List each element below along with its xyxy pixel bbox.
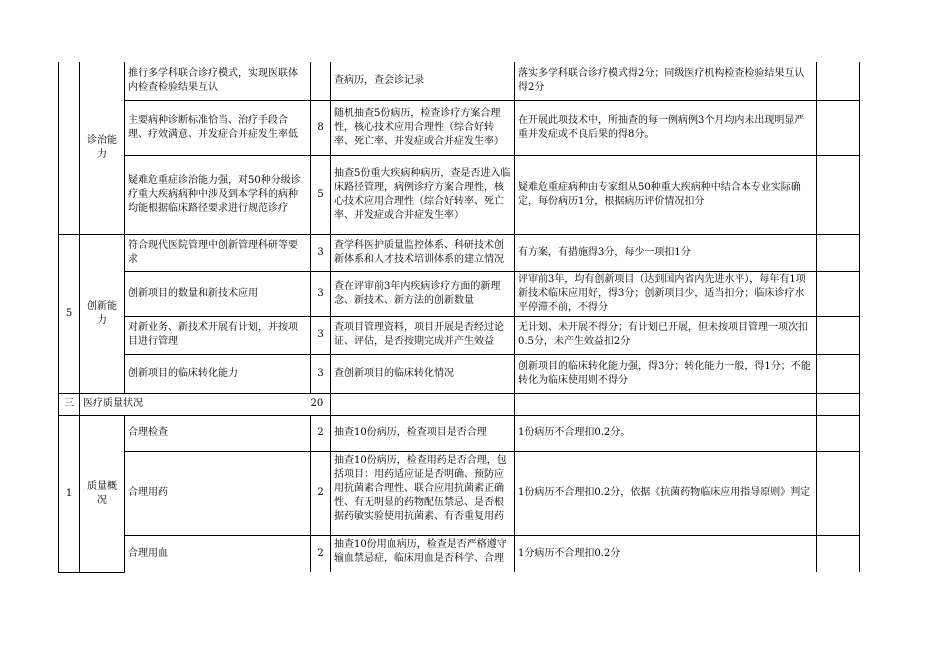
criteria-cell: 疑难危重症病种由专家组从50种重大疾病种中结合本专业实际确定，每份病历1分，根据病历评价情况扣分 — [515, 155, 817, 234]
criteria-cell: 1份病历不合理扣0.2分。 — [515, 415, 817, 451]
evaluation-table — [58, 62, 860, 573]
method-cell: 抽查10份病历，检查用药是否合理，包括项目：用药适应证是否明确、预防应用抗菌素合理性、联合应用抗菌素正确性、有无明显的药物配伍禁忌、是否根据药敏实验使用抗菌素、有否重复用药 — [331, 451, 515, 535]
remark-cell — [817, 234, 860, 271]
remark-cell — [817, 155, 860, 234]
table-row — [59, 271, 860, 316]
remark-cell — [817, 451, 860, 535]
score-cell: 5 — [311, 155, 331, 234]
table-row — [59, 415, 860, 451]
method-cell: 抽查10份用血病历，检查是否严格遵守输血禁忌症，临床用血是否科学、合理 — [331, 535, 515, 572]
item-cell: 合理检查 — [125, 415, 311, 451]
method-cell: 查创新项目的临床转化情况 — [331, 354, 515, 393]
item-cell: 疑难危重症诊治能力强，对50种分级诊疗重大疾病病种中涉及到本学科的病种均能根据临床路径要求进行规范诊疗 — [125, 155, 311, 234]
section-number-cell: 5 — [59, 234, 80, 393]
method-cell: 查学科医护质量监控体系、科研技术创新体系和人才技术培训体系的建立情况 — [331, 234, 515, 271]
item-cell: 创新项目的临床转化能力 — [125, 354, 311, 393]
method-cell: 查病历，查会诊记录 — [331, 62, 515, 100]
criteria-cell — [515, 393, 817, 415]
section-title: 医疗质量状况 — [80, 393, 331, 415]
criteria-cell: 在开展此项技术中，所抽查的每一例病例3个月均内未出现明显严重并发症或不良后果的得8分。 — [515, 100, 817, 155]
item-cell: 合理用药 — [125, 451, 311, 535]
score-cell: 2 — [311, 415, 331, 451]
score-cell: 3 — [311, 271, 331, 316]
item-cell: 主要病种诊断标准恰当、治疗手段合理、疗效满意、并发症合并症发生率低 — [125, 100, 311, 155]
method-cell — [331, 393, 515, 415]
remark-cell — [817, 535, 860, 572]
group-label-quality: 质量概况 — [80, 415, 125, 572]
score-cell: 8 — [311, 100, 331, 155]
item-cell: 创新项目的数量和新技术应用 — [125, 271, 311, 316]
remark-cell — [817, 415, 860, 451]
remark-cell — [817, 316, 860, 354]
section-number-cell: 三 — [59, 393, 80, 415]
score-cell: 3 — [311, 316, 331, 354]
method-cell: 查在评审前3年内疾病诊疗方面的新理念、新技术、新方法的创新数量 — [331, 271, 515, 316]
criteria-cell: 1分病历不合理扣0.2分 — [515, 535, 817, 572]
table-row — [59, 451, 860, 535]
score-cell: 2 — [311, 535, 331, 572]
remark-cell — [817, 100, 860, 155]
score-cell — [311, 62, 331, 100]
criteria-cell: 1份病历不合理扣0.2分，依据《抗菌药物临床应用指导原则》判定 — [515, 451, 817, 535]
score-cell: 3 — [311, 234, 331, 271]
group-label-innovation: 创新能力 — [80, 234, 125, 393]
method-cell: 抽查10份病历，检查项目是否合理 — [331, 415, 515, 451]
table-row — [59, 62, 860, 100]
remark-cell — [817, 271, 860, 316]
score-cell: 2 — [311, 451, 331, 535]
score-cell: 3 — [311, 354, 331, 393]
item-cell: 对新业务、新技术开展有计划，并按项目进行管理 — [125, 316, 311, 354]
table-row — [59, 234, 860, 271]
method-cell: 抽查5份重大疾病种病历，查是否进入临床路径管理，病例诊疗方案合理性，核心技术应用合理性（综合好转率、死亡率、并发症或合并症发生率） — [331, 155, 515, 234]
table-row — [59, 100, 860, 155]
section-number-cell — [59, 62, 80, 234]
group-label-diagnosis: 诊治能力 — [80, 62, 125, 234]
section-number-cell: 1 — [59, 415, 80, 572]
method-cell: 查项目管理资料，项目开展是否经过论证、评估，是否按期完成并产生效益 — [331, 316, 515, 354]
criteria-cell: 评审前3年，均有创新项目（达到国内省内先进水平），每年有1项新技术临床应用好，得3分；创新项目少，适当扣分；临床诊疗水平停滞不前，不得分 — [515, 271, 817, 316]
criteria-cell: 创新项目的临床转化能力强，得3分；转化能力一般，得1分；不能转化为临床使用则不得分 — [515, 354, 817, 393]
item-cell: 推行多学科联合诊疗模式，实现医联体内检查检验结果互认 — [125, 62, 311, 100]
criteria-cell: 有方案，有措施得3分，每少一项扣1分 — [515, 234, 817, 271]
criteria-cell: 落实多学科联合诊疗模式得2分；同级医疗机构检查检验结果互认得2分 — [515, 62, 817, 100]
table-row — [59, 354, 860, 393]
table-row — [59, 155, 860, 234]
item-cell: 合理用血 — [125, 535, 311, 572]
remark-cell — [817, 354, 860, 393]
section-score-label: 20 — [310, 398, 324, 409]
remark-cell — [817, 62, 860, 100]
method-cell: 随机抽查5份病历，检查诊疗方案合理性，核心技术应用合理性（综合好转率、死亡率、并发症或合并症发生率） — [331, 100, 515, 155]
table-row — [59, 316, 860, 354]
remark-cell — [817, 393, 860, 415]
table-row — [59, 535, 860, 572]
item-cell: 符合现代医院管理中创新管理科研等要求 — [125, 234, 311, 271]
section-header-row — [59, 393, 860, 415]
criteria-cell: 无计划、未开展不得分；有计划已开展，但未按项目管理一项次扣0.5分，未产生效益扣2分 — [515, 316, 817, 354]
